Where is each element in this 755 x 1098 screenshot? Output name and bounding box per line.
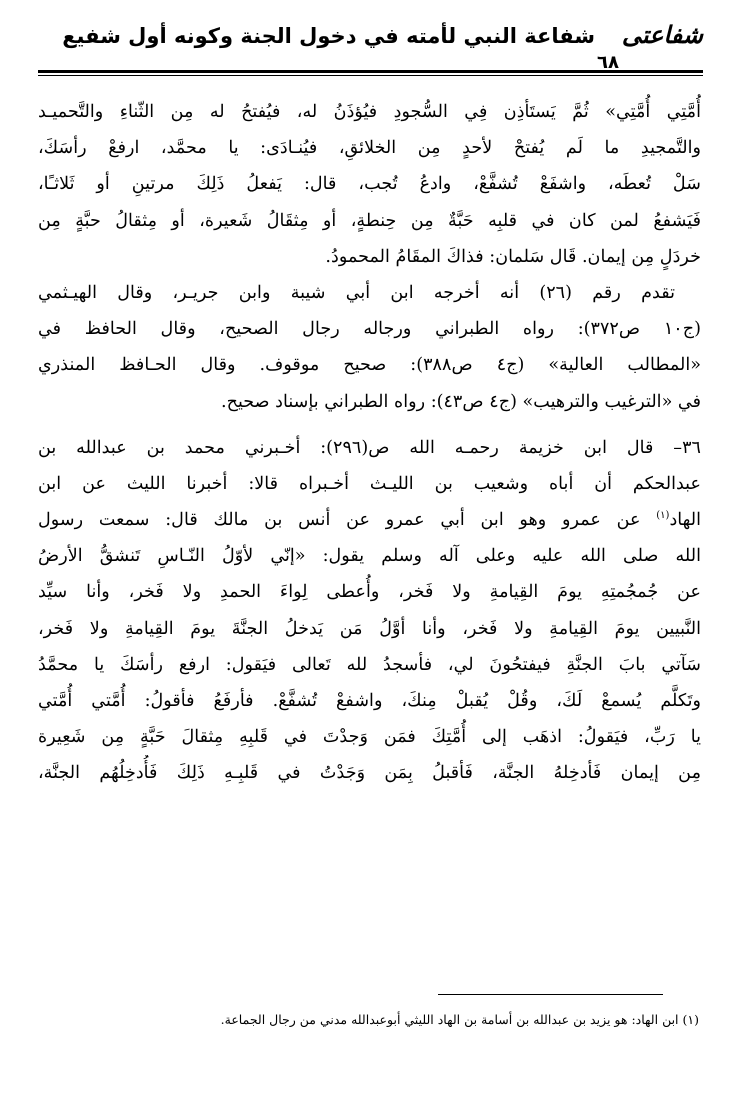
text-line: سَآتي بابَ الجنَّةِ فيفتحُونَ لي، فأسجدُ لله تَعالى فيَقول: ارفع رأسَكَ يا محمَّدُ xyxy=(38,654,701,675)
text-line: عن جُمجُمتِهِ يومَ القِيامةِ ولا فَخر، وأُعطى لِواءَ الحمدِ ولا فَخر، وأنا سيِّد xyxy=(38,582,701,603)
text-line: «المطالب العالية» (ج٤ ص٣٨٨): صحيح موقوف. وقال الحـافظ المنذري xyxy=(38,355,701,376)
text-line: والتَّمجيدِ ما لَم يُفتحْ لأحدٍ مِن الخلائقِ، فيُنـادَى: يا محمَّد، ارفعْ رأسَكَ، xyxy=(38,138,701,159)
text-line-with-footnote xyxy=(38,502,701,538)
text-line: وتَكلَّم يُسمعْ لَكَ، وقُلْ يُقبلْ مِنكَ، واشفعْ تُشفَّعْ. فأرفَعُ فأقولُ: أُمَّتي أُمَّتي xyxy=(38,691,701,711)
header-rule-thin xyxy=(38,75,703,76)
body-text xyxy=(38,94,701,792)
text-line: خردَلٍ مِن إيمان. قَال سَلمان: فذاكَ المقَامُ المحمودُ. xyxy=(325,246,701,267)
page-header xyxy=(38,18,703,78)
page-number: ٦٨ xyxy=(597,52,619,73)
text-line: تقدم رقم (٢٦) أنه أخرجه ابن أبي شيبة وابن جريـر، وقال الهيـثمي xyxy=(38,282,676,303)
paragraph-gap xyxy=(38,420,701,430)
line-text: الهاد$^{(١)}$ عن عمرو وهو ابن أبي عمرو عن أنس بن مالك قال: سمعت رسول xyxy=(38,510,701,531)
text-line: النَّبيين يومَ القِيامةِ ولا فَخر، وأنا أوَّلُ مَن يَدخلُ الجنَّةَ يومَ القِيامةِ ولا فَخر، xyxy=(38,618,701,639)
footnote-marker: (١) xyxy=(656,510,670,522)
header-ornament: شفاعتی xyxy=(621,20,703,49)
footnote: (١) ابن الهاد: هو يزيد بن عبدالله بن أسامة بن الهاد الليثي أبوعبدالله مدني من رجال الجماعة. xyxy=(220,1012,699,1027)
text-line: مِن إيمان فَأدخِلهُ الجنَّة، فَأقبلُ بِمَن وَجَدْتُ في قَلبِـهِ ذَلِكَ فَأُدخِلُهُم الجنَّة، xyxy=(38,763,701,784)
text-line: (ج١٠ ص٣٧٢): رواه الطبراني ورجاله رجال الصحيح، وقال الحافظ في xyxy=(38,319,701,340)
text-line: الله صلى الله عليه وعلى آله وسلم يقول: «إنّي لأوّلُ النّـاسِ تَنشقُّ الأرضُ xyxy=(38,546,701,567)
text-line: فَيَشفعُ لمن كان في قلبِه حَبَّةٌ مِن حِنطةٍ، أو مِثقَالُ شَعيرة، أو مِثقالُ حبَّةٍ مِن xyxy=(38,210,701,231)
header-rule xyxy=(38,70,703,73)
text-line: أُمَّتِي أُمَّتِي» ثُمَّ يَستَأذِن فِي السُّجودِ فيُؤذَنُ له، فيُفتحُ له مِن الثّناءِ والتَّحميـد xyxy=(38,102,701,122)
text-line: سَلْ تُعطَه، واشفَعْ تُشفَّعْ، وادعُ تُجب، قال: يَفعلُ ذَلِكَ مرتينِ أو ثَلاثـًا، xyxy=(38,174,701,195)
text-line: عبدالحكم أن أباه وشعيب بن الليـث أخـبراه قالا: أخبرنا الليث عن ابن xyxy=(38,473,701,494)
footnote-rule xyxy=(438,994,663,995)
running-title: شفاعة النبي لأمته في دخول الجنة وكونه أول شفيع xyxy=(62,24,595,48)
text-line: في «الترغيب والترهيب» (ج٤ ص٤٣): رواه الطبراني بإسناد صحيح. xyxy=(221,391,701,412)
hadith-number-line: ٣٦– قال ابن خزيمة رحمـه الله ص(٢٩٦): أخـبرني محمد بن عبدالله بن xyxy=(38,437,701,458)
text-line: يا رَبِّ، فيَقولُ: اذهَب إلى أُمَّتِكَ فمَن وَجدْتَ في قَلبِهِ مِثقالَ حَبَّةٍ مِن شَعِيرة xyxy=(38,727,701,748)
